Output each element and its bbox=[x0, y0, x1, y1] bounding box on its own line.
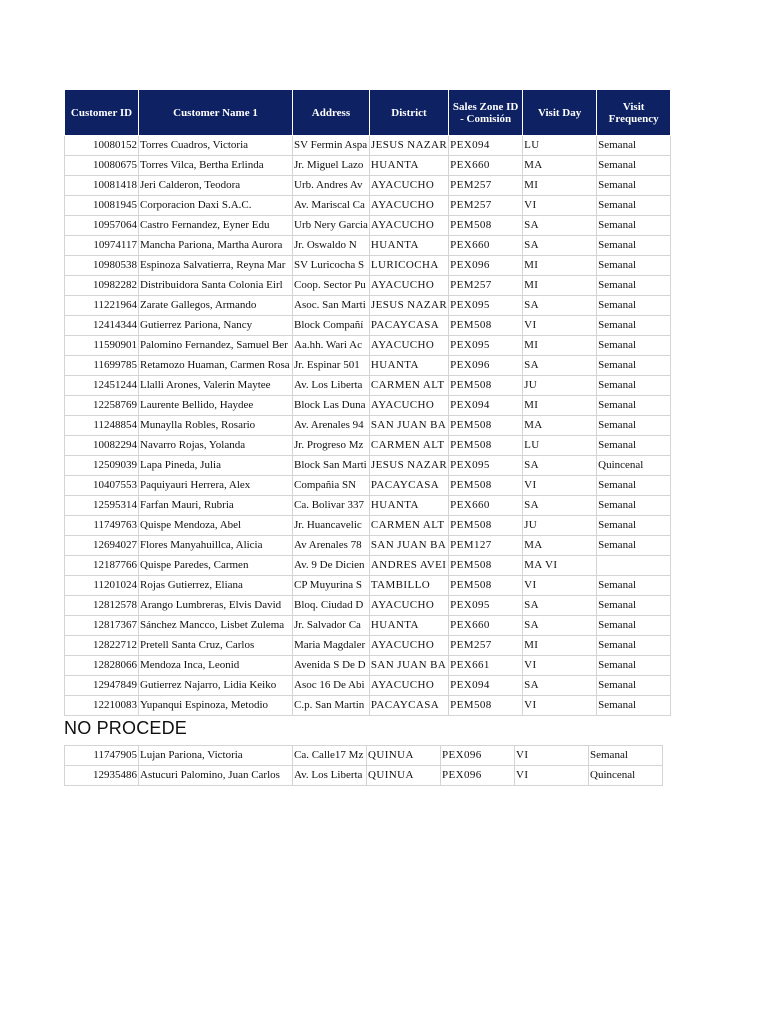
cell-sales-zone: PEM257 bbox=[449, 636, 523, 656]
cell-visit-day: VI bbox=[523, 316, 597, 336]
cell-customer-name: Distribuidora Santa Colonia Eirl bbox=[139, 276, 293, 296]
table-row bbox=[65, 176, 671, 196]
cell-visit-frequency: Semanal bbox=[597, 636, 671, 656]
table-row bbox=[65, 636, 671, 656]
cell-customer-name: Zarate Gallegos, Armando bbox=[139, 296, 293, 316]
cell-customer-id: 10982282 bbox=[65, 276, 139, 296]
cell-visit-day: SA bbox=[523, 496, 597, 516]
cell-customer-name: Flores Manyahuillca, Alicia bbox=[139, 536, 293, 556]
table-row bbox=[65, 616, 671, 636]
cell-customer-name: Corporacion Daxi S.A.C. bbox=[139, 196, 293, 216]
table-row bbox=[65, 276, 671, 296]
table-row bbox=[65, 376, 671, 396]
cell-sales-zone: PEM508 bbox=[449, 556, 523, 576]
cell-customer-name: Jeri Calderon, Teodora bbox=[139, 176, 293, 196]
cell-customer-id: 12817367 bbox=[65, 616, 139, 636]
table-row bbox=[65, 236, 671, 256]
cell-sales-zone: PEX096 bbox=[441, 766, 515, 786]
cell-visit-day: MA bbox=[523, 416, 597, 436]
cell-visit-frequency: Semanal bbox=[597, 196, 671, 216]
cell-district: QUINUA bbox=[367, 746, 441, 766]
table-row bbox=[65, 656, 671, 676]
cell-customer-name: Torres Cuadros, Victoria bbox=[139, 136, 293, 156]
cell-district: AYACUCHO bbox=[369, 176, 448, 196]
customer-table bbox=[64, 89, 671, 716]
table-row bbox=[65, 676, 671, 696]
cell-sales-zone: PEX096 bbox=[449, 256, 523, 276]
cell-sales-zone: PEX661 bbox=[449, 656, 523, 676]
cell-customer-name: Mancha Pariona, Martha Aurora bbox=[139, 236, 293, 256]
cell-customer-id: 12694027 bbox=[65, 536, 139, 556]
cell-visit-day: MI bbox=[523, 276, 597, 296]
cell-visit-frequency: Quincenal bbox=[597, 456, 671, 476]
cell-customer-name: Quispe Mendoza, Abel bbox=[139, 516, 293, 536]
table-row bbox=[65, 596, 671, 616]
cell-visit-day: MA VI bbox=[523, 556, 597, 576]
cell-visit-frequency: Semanal bbox=[597, 496, 671, 516]
cell-customer-id: 10080152 bbox=[65, 136, 139, 156]
cell-address: Maria Magdaler bbox=[293, 636, 370, 656]
cell-visit-frequency: Semanal bbox=[597, 236, 671, 256]
cell-visit-day: SA bbox=[523, 456, 597, 476]
cell-customer-id: 12822712 bbox=[65, 636, 139, 656]
cell-address: CP Muyurina S bbox=[293, 576, 370, 596]
cell-district: HUANTA bbox=[369, 356, 448, 376]
cell-address: Ca. Bolivar 337 bbox=[293, 496, 370, 516]
cell-customer-id: 12935486 bbox=[65, 766, 139, 786]
cell-district: PACAYCASA bbox=[369, 476, 448, 496]
cell-district: AYACUCHO bbox=[369, 636, 448, 656]
cell-customer-name: Pretell Santa Cruz, Carlos bbox=[139, 636, 293, 656]
table-row bbox=[65, 316, 671, 336]
cell-customer-id: 12812578 bbox=[65, 596, 139, 616]
cell-sales-zone: PEX095 bbox=[449, 336, 523, 356]
cell-address: Av. Arenales 94 bbox=[293, 416, 370, 436]
cell-customer-id: 11749763 bbox=[65, 516, 139, 536]
cell-customer-id: 10980538 bbox=[65, 256, 139, 276]
cell-customer-name: Arango Lumbreras, Elvis David bbox=[139, 596, 293, 616]
cell-customer-name: Laurente Bellido, Haydee bbox=[139, 396, 293, 416]
cell-visit-frequency: Semanal bbox=[597, 656, 671, 676]
cell-visit-frequency: Semanal bbox=[597, 596, 671, 616]
cell-address: Av Arenales 78 bbox=[293, 536, 370, 556]
cell-customer-name: Palomino Fernandez, Samuel Ber bbox=[139, 336, 293, 356]
cell-address: Compañia SN bbox=[293, 476, 370, 496]
cell-visit-frequency: Semanal bbox=[597, 176, 671, 196]
cell-visit-frequency: Semanal bbox=[597, 416, 671, 436]
cell-address: Aa.hh. Wari Ac bbox=[293, 336, 370, 356]
cell-sales-zone: PEX095 bbox=[449, 456, 523, 476]
cell-sales-zone: PEX660 bbox=[449, 496, 523, 516]
cell-visit-frequency: Semanal bbox=[597, 616, 671, 636]
table-row bbox=[65, 766, 663, 786]
cell-district: HUANTA bbox=[369, 156, 448, 176]
table-row bbox=[65, 536, 671, 556]
cell-customer-id: 12187766 bbox=[65, 556, 139, 576]
table-row bbox=[65, 196, 671, 216]
header-customer-name: Customer Name 1 bbox=[139, 90, 293, 136]
cell-address: Jr. Oswaldo N bbox=[293, 236, 370, 256]
cell-visit-frequency: Semanal bbox=[597, 676, 671, 696]
cell-visit-day: SA bbox=[523, 216, 597, 236]
cell-sales-zone: PEX094 bbox=[449, 136, 523, 156]
cell-address: Av. 9 De Dicien bbox=[293, 556, 370, 576]
table-row bbox=[65, 516, 671, 536]
cell-district: HUANTA bbox=[369, 496, 448, 516]
cell-visit-day: VI bbox=[515, 766, 589, 786]
table-row bbox=[65, 256, 671, 276]
cell-sales-zone: PEM508 bbox=[449, 216, 523, 236]
cell-district: SAN JUAN BA bbox=[369, 416, 448, 436]
cell-district: AYACUCHO bbox=[369, 396, 448, 416]
cell-customer-id: 12509039 bbox=[65, 456, 139, 476]
header-visit-frequency: Visit Frequency bbox=[597, 90, 671, 136]
cell-visit-frequency: Semanal bbox=[597, 156, 671, 176]
cell-district: JESUS NAZAR bbox=[369, 136, 448, 156]
cell-customer-name: Paquiyauri Herrera, Alex bbox=[139, 476, 293, 496]
cell-customer-id: 12414344 bbox=[65, 316, 139, 336]
cell-sales-zone: PEM257 bbox=[449, 276, 523, 296]
cell-customer-id: 12210083 bbox=[65, 696, 139, 716]
cell-visit-day: VI bbox=[523, 476, 597, 496]
table-row bbox=[65, 496, 671, 516]
cell-address: Asoc 16 De Abi bbox=[293, 676, 370, 696]
cell-visit-day: SA bbox=[523, 676, 597, 696]
table-row bbox=[65, 746, 663, 766]
table-header-row bbox=[65, 90, 671, 136]
cell-visit-day: MI bbox=[523, 336, 597, 356]
cell-visit-frequency: Semanal bbox=[597, 536, 671, 556]
cell-district: LURICOCHA bbox=[369, 256, 448, 276]
cell-address: SV Luricocha S bbox=[293, 256, 370, 276]
cell-visit-day: MI bbox=[523, 636, 597, 656]
table-row bbox=[65, 436, 671, 456]
cell-district: JESUS NAZAR bbox=[369, 456, 448, 476]
cell-customer-id: 10081418 bbox=[65, 176, 139, 196]
cell-visit-day: VI bbox=[523, 656, 597, 676]
cell-customer-id: 10081945 bbox=[65, 196, 139, 216]
cell-district: CARMEN ALT bbox=[369, 516, 448, 536]
cell-customer-name: Munaylla Robles, Rosario bbox=[139, 416, 293, 436]
cell-visit-frequency: Semanal bbox=[597, 216, 671, 236]
cell-customer-id: 12595314 bbox=[65, 496, 139, 516]
cell-visit-day: VI bbox=[523, 576, 597, 596]
cell-customer-id: 10082294 bbox=[65, 436, 139, 456]
cell-visit-frequency: Semanal bbox=[597, 396, 671, 416]
cell-district: QUINUA bbox=[367, 766, 441, 786]
cell-sales-zone: PEX096 bbox=[441, 746, 515, 766]
table-row bbox=[65, 296, 671, 316]
header-visit-day: Visit Day bbox=[523, 90, 597, 136]
header-district: District bbox=[369, 90, 448, 136]
cell-visit-frequency: Semanal bbox=[597, 476, 671, 496]
cell-visit-day: SA bbox=[523, 356, 597, 376]
cell-visit-day: SA bbox=[523, 596, 597, 616]
cell-customer-id: 11221964 bbox=[65, 296, 139, 316]
cell-visit-frequency: Semanal bbox=[597, 296, 671, 316]
cell-address: Avenida S De D bbox=[293, 656, 370, 676]
table-row bbox=[65, 696, 671, 716]
cell-sales-zone: PEM508 bbox=[449, 696, 523, 716]
cell-visit-frequency: Semanal bbox=[597, 316, 671, 336]
cell-customer-id: 10407553 bbox=[65, 476, 139, 496]
cell-visit-frequency: Semanal bbox=[597, 136, 671, 156]
cell-customer-name: Sánchez Mancco, Lisbet Zulema bbox=[139, 616, 293, 636]
cell-visit-day: MI bbox=[523, 396, 597, 416]
cell-customer-name: Gutierrez Najarro, Lidia Keiko bbox=[139, 676, 293, 696]
cell-customer-id: 12451244 bbox=[65, 376, 139, 396]
cell-customer-name: Navarro Rojas, Yolanda bbox=[139, 436, 293, 456]
cell-customer-id: 12947849 bbox=[65, 676, 139, 696]
cell-customer-id: 10957064 bbox=[65, 216, 139, 236]
table-row bbox=[65, 476, 671, 496]
cell-customer-id: 11699785 bbox=[65, 356, 139, 376]
cell-address: Urb Nery Garcia bbox=[293, 216, 370, 236]
cell-visit-frequency: Semanal bbox=[597, 356, 671, 376]
cell-visit-frequency: Semanal bbox=[597, 696, 671, 716]
cell-customer-name: Quispe Paredes, Carmen bbox=[139, 556, 293, 576]
cell-sales-zone: PEM508 bbox=[449, 316, 523, 336]
cell-district: CARMEN ALT bbox=[369, 436, 448, 456]
cell-customer-id: 11590901 bbox=[65, 336, 139, 356]
cell-address: Block Las Duna bbox=[293, 396, 370, 416]
cell-district: AYACUCHO bbox=[369, 216, 448, 236]
cell-sales-zone: PEM508 bbox=[449, 376, 523, 396]
cell-sales-zone: PEM257 bbox=[449, 176, 523, 196]
cell-address: Jr. Salvador Ca bbox=[293, 616, 370, 636]
cell-customer-name: Gutierrez Pariona, Nancy bbox=[139, 316, 293, 336]
cell-customer-id: 10974117 bbox=[65, 236, 139, 256]
cell-customer-name: Rojas Gutierrez, Eliana bbox=[139, 576, 293, 596]
cell-sales-zone: PEX095 bbox=[449, 296, 523, 316]
cell-sales-zone: PEM508 bbox=[449, 436, 523, 456]
table-row bbox=[65, 356, 671, 376]
cell-address: Jr. Espinar 501 bbox=[293, 356, 370, 376]
cell-customer-name: Astucuri Palomino, Juan Carlos bbox=[139, 766, 293, 786]
cell-visit-frequency: Semanal bbox=[589, 746, 663, 766]
cell-sales-zone: PEM508 bbox=[449, 576, 523, 596]
table-row bbox=[65, 416, 671, 436]
cell-sales-zone: PEM508 bbox=[449, 416, 523, 436]
cell-district: AYACUCHO bbox=[369, 676, 448, 696]
cell-visit-day: VI bbox=[515, 746, 589, 766]
cell-customer-id: 12258769 bbox=[65, 396, 139, 416]
cell-address: Block Compañí bbox=[293, 316, 370, 336]
cell-sales-zone: PEX660 bbox=[449, 616, 523, 636]
cell-address: Jr. Huancavelic bbox=[293, 516, 370, 536]
cell-district: TAMBILLO bbox=[369, 576, 448, 596]
cell-visit-day: VI bbox=[523, 696, 597, 716]
cell-address: Av. Mariscal Ca bbox=[293, 196, 370, 216]
cell-address: Block San Marti bbox=[293, 456, 370, 476]
cell-visit-day: MI bbox=[523, 176, 597, 196]
cell-address: Av. Los Liberta bbox=[293, 766, 367, 786]
cell-customer-name: Yupanqui Espinoza, Metodio bbox=[139, 696, 293, 716]
cell-visit-frequency: Semanal bbox=[597, 436, 671, 456]
table-row bbox=[65, 396, 671, 416]
cell-district: SAN JUAN BA bbox=[369, 536, 448, 556]
cell-visit-frequency: Semanal bbox=[597, 336, 671, 356]
no-procede-title: NO PROCEDE bbox=[64, 718, 188, 738]
cell-sales-zone: PEX095 bbox=[449, 596, 523, 616]
cell-district: SAN JUAN BA bbox=[369, 656, 448, 676]
table-row bbox=[65, 156, 671, 176]
cell-visit-day: JU bbox=[523, 376, 597, 396]
cell-customer-name: Torres Vilca, Bertha Erlinda bbox=[139, 156, 293, 176]
cell-customer-id: 11201024 bbox=[65, 576, 139, 596]
cell-district: HUANTA bbox=[369, 236, 448, 256]
cell-sales-zone: PEX094 bbox=[449, 676, 523, 696]
cell-customer-name: Llalli Arones, Valerin Maytee bbox=[139, 376, 293, 396]
cell-district: PACAYCASA bbox=[369, 696, 448, 716]
cell-visit-frequency: Semanal bbox=[597, 516, 671, 536]
cell-visit-frequency: Quincenal bbox=[589, 766, 663, 786]
cell-district: PACAYCASA bbox=[369, 316, 448, 336]
cell-customer-name: Castro Fernandez, Eyner Edu bbox=[139, 216, 293, 236]
table-row bbox=[65, 576, 671, 596]
table-row bbox=[65, 336, 671, 356]
cell-visit-day: SA bbox=[523, 236, 597, 256]
cell-sales-zone: PEX094 bbox=[449, 396, 523, 416]
cell-visit-day: JU bbox=[523, 516, 597, 536]
cell-district: JESUS NAZAR bbox=[369, 296, 448, 316]
cell-visit-day: MA bbox=[523, 536, 597, 556]
header-customer-id: Customer ID bbox=[65, 90, 139, 136]
cell-customer-name: Lapa Pineda, Julia bbox=[139, 456, 293, 476]
header-sales-zone: Sales Zone ID - Comisión bbox=[449, 90, 523, 136]
cell-customer-name: Farfan Mauri, Rubria bbox=[139, 496, 293, 516]
cell-visit-frequency: Semanal bbox=[597, 256, 671, 276]
cell-address: Ca. Calle17 Mz bbox=[293, 746, 367, 766]
cell-district: HUANTA bbox=[369, 616, 448, 636]
table-row bbox=[65, 136, 671, 156]
table-row bbox=[65, 216, 671, 236]
cell-visit-frequency bbox=[597, 556, 671, 576]
cell-visit-frequency: Semanal bbox=[597, 276, 671, 296]
cell-district: ANDRES AVEI bbox=[369, 556, 448, 576]
table-row bbox=[65, 456, 671, 476]
cell-customer-name: Retamozo Huaman, Carmen Rosa bbox=[139, 356, 293, 376]
cell-address: Jr. Progreso Mz bbox=[293, 436, 370, 456]
cell-customer-id: 11747905 bbox=[65, 746, 139, 766]
cell-customer-id: 12828066 bbox=[65, 656, 139, 676]
cell-customer-name: Lujan Pariona, Victoria bbox=[139, 746, 293, 766]
cell-sales-zone: PEM508 bbox=[449, 476, 523, 496]
cell-visit-day: SA bbox=[523, 296, 597, 316]
cell-district: AYACUCHO bbox=[369, 596, 448, 616]
cell-sales-zone: PEX660 bbox=[449, 236, 523, 256]
cell-sales-zone: PEX660 bbox=[449, 156, 523, 176]
cell-address: Jr. Miguel Lazo bbox=[293, 156, 370, 176]
cell-visit-day: SA bbox=[523, 616, 597, 636]
cell-address: Urb. Andres Av bbox=[293, 176, 370, 196]
header-address: Address bbox=[293, 90, 370, 136]
cell-visit-day: VI bbox=[523, 196, 597, 216]
cell-address: Asoc. San Marti bbox=[293, 296, 370, 316]
cell-visit-day: LU bbox=[523, 136, 597, 156]
cell-visit-day: MA bbox=[523, 156, 597, 176]
cell-sales-zone: PEM127 bbox=[449, 536, 523, 556]
cell-customer-name: Mendoza Inca, Leonid bbox=[139, 656, 293, 676]
cell-visit-day: MI bbox=[523, 256, 597, 276]
table-row bbox=[65, 556, 671, 576]
cell-district: AYACUCHO bbox=[369, 196, 448, 216]
cell-visit-frequency: Semanal bbox=[597, 376, 671, 396]
cell-district: CARMEN ALT bbox=[369, 376, 448, 396]
cell-address: Coop. Sector Pu bbox=[293, 276, 370, 296]
cell-customer-id: 10080675 bbox=[65, 156, 139, 176]
cell-address: SV Fermin Aspa bbox=[293, 136, 370, 156]
no-procede-table bbox=[64, 745, 663, 786]
cell-customer-id: 11248854 bbox=[65, 416, 139, 436]
cell-sales-zone: PEX096 bbox=[449, 356, 523, 376]
cell-address: Bloq. Ciudad D bbox=[293, 596, 370, 616]
cell-customer-name: Espinoza Salvatierra, Reyna Mar bbox=[139, 256, 293, 276]
cell-district: AYACUCHO bbox=[369, 276, 448, 296]
cell-district: AYACUCHO bbox=[369, 336, 448, 356]
cell-address: Av. Los Liberta bbox=[293, 376, 370, 396]
cell-visit-day: LU bbox=[523, 436, 597, 456]
cell-visit-frequency: Semanal bbox=[597, 576, 671, 596]
cell-sales-zone: PEM257 bbox=[449, 196, 523, 216]
cell-sales-zone: PEM508 bbox=[449, 516, 523, 536]
cell-address: C.p. San Martin bbox=[293, 696, 370, 716]
